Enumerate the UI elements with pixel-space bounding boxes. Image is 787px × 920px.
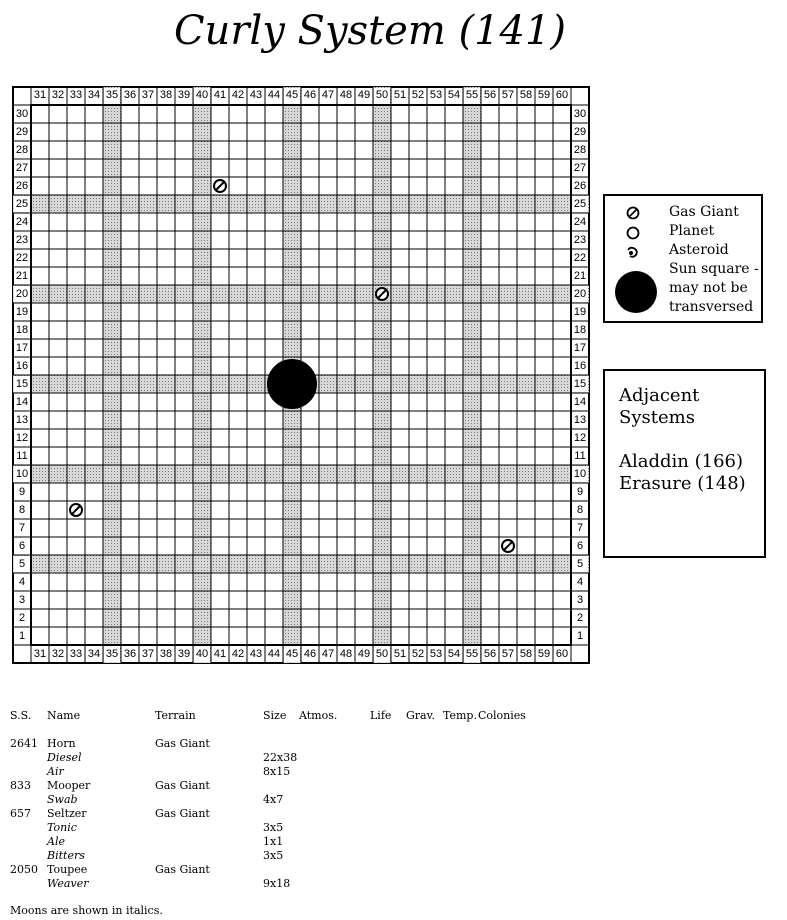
table-cell-size: 3x5 xyxy=(263,849,284,862)
x-label-bottom: 48 xyxy=(339,648,353,660)
y-label-left: 24 xyxy=(15,216,29,228)
y-label-left: 17 xyxy=(15,342,29,354)
y-label-right: 18 xyxy=(573,324,587,336)
table-cell-terrain: Gas Giant xyxy=(155,779,210,792)
y-label-left: 13 xyxy=(15,414,29,426)
table-cell-name: Horn xyxy=(47,737,76,750)
y-label-right: 23 xyxy=(573,234,587,246)
x-label-top: 43 xyxy=(249,89,263,101)
gas-giant-icon xyxy=(502,540,514,552)
y-label-right: 15 xyxy=(573,378,587,390)
x-label-top: 60 xyxy=(555,89,569,101)
y-label-left: 16 xyxy=(15,360,29,372)
x-label-bottom: 36 xyxy=(123,648,137,660)
legend-asteroid: Asteroid xyxy=(669,242,729,258)
y-label-left: 12 xyxy=(15,432,29,444)
x-label-top: 47 xyxy=(321,89,335,101)
x-label-top: 48 xyxy=(339,89,353,101)
y-label-right: 9 xyxy=(576,486,584,498)
table-cell-terrain: Gas Giant xyxy=(155,737,210,750)
y-label-left: 15 xyxy=(15,378,29,390)
y-label-left: 18 xyxy=(15,324,29,336)
x-label-top: 52 xyxy=(411,89,425,101)
y-label-right: 21 xyxy=(573,270,587,282)
table-cell-ss: 2050 xyxy=(10,863,38,876)
x-label-bottom: 53 xyxy=(429,648,443,660)
x-label-bottom: 49 xyxy=(357,648,371,660)
y-label-left: 10 xyxy=(15,468,29,480)
y-label-right: 28 xyxy=(573,144,587,156)
adjacent-systems-box xyxy=(603,369,766,558)
y-label-left: 26 xyxy=(15,180,29,192)
x-label-bottom: 59 xyxy=(537,648,551,660)
y-label-left: 2 xyxy=(18,612,26,624)
y-label-right: 25 xyxy=(573,198,587,210)
y-label-right: 10 xyxy=(573,468,587,480)
sun-icon xyxy=(267,359,317,409)
x-label-bottom: 56 xyxy=(483,648,497,660)
y-label-right: 29 xyxy=(573,126,587,138)
x-label-top: 54 xyxy=(447,89,461,101)
header-colonies: Colonies xyxy=(478,709,526,722)
asteroid-icon xyxy=(623,242,643,262)
y-label-right: 13 xyxy=(573,414,587,426)
y-label-right: 30 xyxy=(573,108,587,120)
y-label-left: 21 xyxy=(15,270,29,282)
table-cell-size: 8x15 xyxy=(263,765,291,778)
table-cell-size: 9x18 xyxy=(263,877,291,890)
y-label-left: 9 xyxy=(18,486,26,498)
table-cell-size: 22x38 xyxy=(263,751,298,764)
x-label-top: 51 xyxy=(393,89,407,101)
y-label-left: 28 xyxy=(15,144,29,156)
y-label-right: 5 xyxy=(576,558,584,570)
x-label-top: 31 xyxy=(33,89,47,101)
x-label-bottom: 37 xyxy=(141,648,155,660)
x-label-top: 49 xyxy=(357,89,371,101)
x-label-top: 40 xyxy=(195,89,209,101)
x-label-bottom: 50 xyxy=(375,648,389,660)
adjacent-heading-2: Systems xyxy=(619,407,695,428)
x-label-bottom: 44 xyxy=(267,648,281,660)
adjacent-system-2: Erasure (148) xyxy=(619,473,746,494)
x-label-top: 53 xyxy=(429,89,443,101)
x-label-bottom: 33 xyxy=(69,648,83,660)
y-label-right: 17 xyxy=(573,342,587,354)
x-label-top: 39 xyxy=(177,89,191,101)
header-ss: S.S. xyxy=(10,709,32,722)
x-label-top: 42 xyxy=(231,89,245,101)
header-terrain: Terrain xyxy=(155,709,196,722)
table-cell-name: Seltzer xyxy=(47,807,87,820)
x-label-bottom: 42 xyxy=(231,648,245,660)
map-legend xyxy=(603,194,763,323)
header-size: Size xyxy=(263,709,287,722)
y-label-right: 8 xyxy=(576,504,584,516)
x-label-bottom: 51 xyxy=(393,648,407,660)
table-cell-name: Weaver xyxy=(47,877,89,890)
table-cell-name: Bitters xyxy=(47,849,85,862)
y-label-left: 29 xyxy=(15,126,29,138)
moons-note: Moons are shown in italics. xyxy=(10,904,163,917)
x-label-top: 41 xyxy=(213,89,227,101)
planet-icon xyxy=(623,223,643,243)
y-label-left: 27 xyxy=(15,162,29,174)
y-label-right: 11 xyxy=(574,450,586,462)
y-label-right: 4 xyxy=(576,576,584,588)
gas-giant-icon xyxy=(214,180,226,192)
x-label-bottom: 34 xyxy=(87,648,101,660)
table-cell-name: Toupee xyxy=(47,863,88,876)
x-label-bottom: 40 xyxy=(195,648,209,660)
table-cell-size: 1x1 xyxy=(263,835,284,848)
y-label-right: 27 xyxy=(573,162,587,174)
x-label-bottom: 45 xyxy=(285,648,299,660)
table-cell-terrain: Gas Giant xyxy=(155,807,210,820)
table-cell-ss: 2641 xyxy=(10,737,38,750)
y-label-left: 23 xyxy=(15,234,29,246)
x-label-bottom: 46 xyxy=(303,648,317,660)
y-label-right: 7 xyxy=(576,522,584,534)
x-label-top: 55 xyxy=(465,89,479,101)
table-cell-name: Swab xyxy=(47,793,78,806)
y-label-left: 3 xyxy=(18,594,26,606)
x-label-top: 59 xyxy=(537,89,551,101)
header-atmos: Atmos. xyxy=(299,709,338,722)
x-label-top: 58 xyxy=(519,89,533,101)
y-label-right: 2 xyxy=(576,612,584,624)
header-grav: Grav. xyxy=(406,709,436,722)
header-life: Life xyxy=(370,709,392,722)
x-label-top: 37 xyxy=(141,89,155,101)
table-cell-terrain: Gas Giant xyxy=(155,863,210,876)
legend-sun-line3: transversed xyxy=(669,299,754,315)
x-label-bottom: 31 xyxy=(33,648,47,660)
table-cell-name: Air xyxy=(47,765,64,778)
y-label-left: 20 xyxy=(15,288,29,300)
x-label-top: 38 xyxy=(159,89,173,101)
x-label-top: 34 xyxy=(87,89,101,101)
table-cell-name: Ale xyxy=(47,835,65,848)
x-label-bottom: 60 xyxy=(555,648,569,660)
y-label-left: 4 xyxy=(18,576,26,588)
table-cell-ss: 833 xyxy=(10,779,31,792)
x-label-bottom: 54 xyxy=(447,648,461,660)
y-label-left: 25 xyxy=(15,198,29,210)
table-cell-name: Tonic xyxy=(47,821,77,834)
y-label-right: 3 xyxy=(576,594,584,606)
y-label-right: 16 xyxy=(573,360,587,372)
x-label-top: 35 xyxy=(105,89,119,101)
legend-gas-giant: Gas Giant xyxy=(669,204,739,220)
table-cell-size: 4x7 xyxy=(263,793,284,806)
y-label-left: 30 xyxy=(15,108,29,120)
y-label-left: 8 xyxy=(18,504,26,516)
x-label-top: 56 xyxy=(483,89,497,101)
x-label-bottom: 57 xyxy=(501,648,515,660)
x-label-top: 45 xyxy=(285,89,299,101)
y-label-right: 22 xyxy=(573,252,587,264)
x-label-bottom: 43 xyxy=(249,648,263,660)
adjacent-system-1: Aladdin (166) xyxy=(619,451,744,472)
x-label-bottom: 41 xyxy=(213,648,227,660)
gas-giant-icon xyxy=(70,504,82,516)
y-label-right: 14 xyxy=(573,396,587,408)
gas-giant-icon xyxy=(623,203,643,223)
x-label-bottom: 38 xyxy=(159,648,173,660)
y-label-right: 12 xyxy=(573,432,587,444)
y-label-left: 22 xyxy=(15,252,29,264)
y-label-right: 1 xyxy=(576,630,584,642)
table-cell-size: 3x5 xyxy=(263,821,284,834)
header-temp: Temp. xyxy=(443,709,477,722)
y-label-left: 1 xyxy=(18,630,26,642)
table-cell-ss: 657 xyxy=(10,807,31,820)
y-label-left: 19 xyxy=(15,306,29,318)
x-label-top: 50 xyxy=(375,89,389,101)
x-label-top: 32 xyxy=(51,89,65,101)
x-label-bottom: 35 xyxy=(105,648,119,660)
legend-planet: Planet xyxy=(669,223,715,239)
x-label-bottom: 52 xyxy=(411,648,425,660)
x-label-top: 46 xyxy=(303,89,317,101)
y-label-left: 11 xyxy=(16,450,28,462)
adjacent-heading-1: Adjacent xyxy=(619,385,700,406)
y-label-left: 5 xyxy=(18,558,26,570)
table-cell-name: Diesel xyxy=(47,751,82,764)
x-label-bottom: 58 xyxy=(519,648,533,660)
x-label-bottom: 32 xyxy=(51,648,65,660)
y-label-right: 26 xyxy=(573,180,587,192)
y-label-right: 20 xyxy=(573,288,587,300)
sun-icon xyxy=(613,269,659,315)
y-label-right: 6 xyxy=(576,540,584,552)
y-label-left: 14 xyxy=(15,396,29,408)
y-label-left: 6 xyxy=(18,540,26,552)
gas-giant-icon xyxy=(376,288,388,300)
header-name: Name xyxy=(47,709,81,722)
y-label-left: 7 xyxy=(18,522,26,534)
table-cell-name: Mooper xyxy=(47,779,91,792)
x-label-top: 57 xyxy=(501,89,515,101)
x-label-top: 33 xyxy=(69,89,83,101)
legend-sun-line1: Sun square - xyxy=(669,261,759,277)
x-label-bottom: 47 xyxy=(321,648,335,660)
x-label-top: 44 xyxy=(267,89,281,101)
y-label-right: 24 xyxy=(573,216,587,228)
x-label-bottom: 39 xyxy=(177,648,191,660)
y-label-right: 19 xyxy=(573,306,587,318)
x-label-bottom: 55 xyxy=(465,648,479,660)
page-title: Curly System (141) xyxy=(173,8,567,54)
x-label-top: 36 xyxy=(123,89,137,101)
legend-sun-line2: may not be xyxy=(669,280,748,296)
